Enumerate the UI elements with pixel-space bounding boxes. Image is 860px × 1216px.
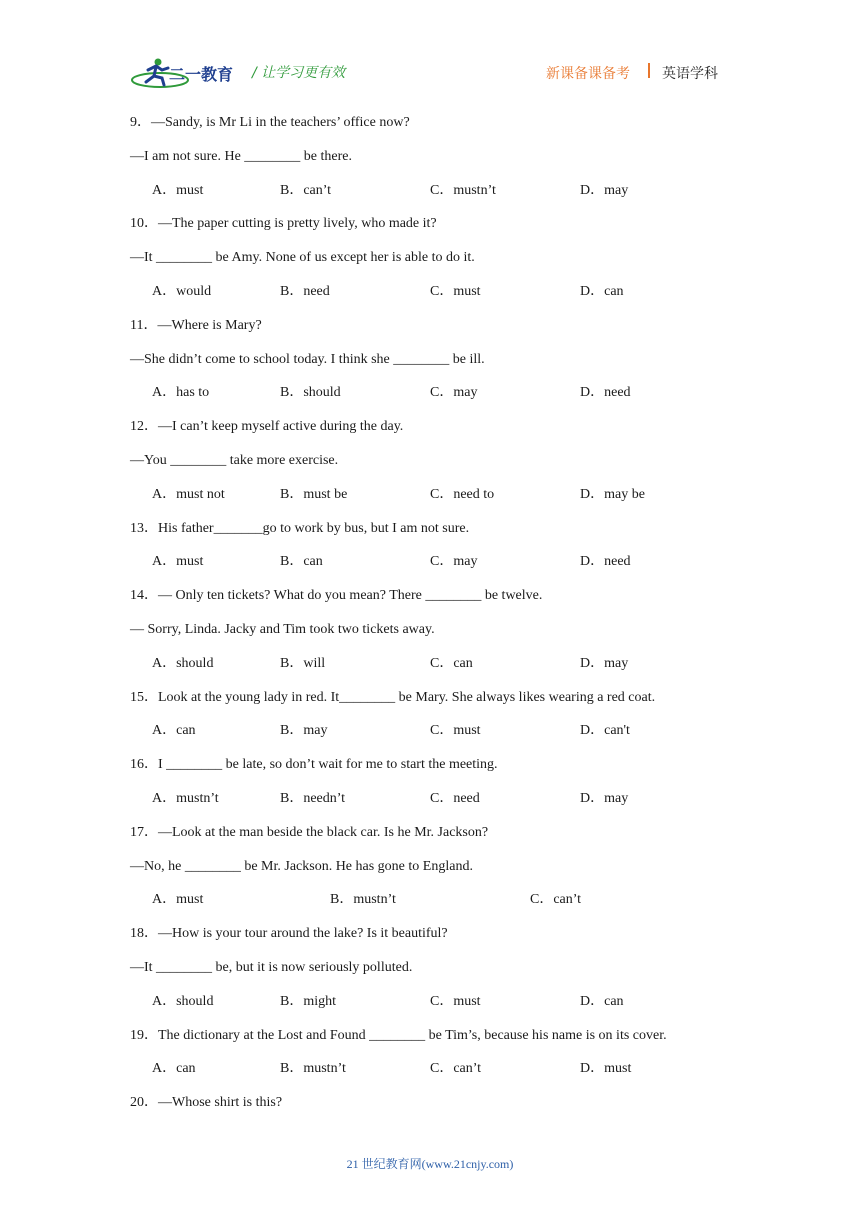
answer-option: C．need to xyxy=(430,487,495,502)
answer-option: C．must xyxy=(430,723,481,738)
question-text: 11．—Where is Mary? xyxy=(130,318,262,333)
answer-option: A．must not xyxy=(152,487,225,502)
answer-option: B．will xyxy=(280,656,326,671)
question-text: 14．— Only ten tickets? What do you mean? There ________ be twelve. xyxy=(130,588,543,603)
answer-option: D．can't xyxy=(580,723,630,738)
question-text: 12．—I can’t keep myself active during the day. xyxy=(130,419,404,434)
question-text: 15．Look at the young lady in red. It________ be Mary. She always likes wearing a red coat. xyxy=(130,690,656,705)
question-dialogue-line: — Sorry, Linda. Jacky and Tim took two tickets away. xyxy=(130,622,435,637)
question-dialogue-line: —She didn’t come to school today. I think she ________ be ill. xyxy=(130,352,485,367)
answer-option: C．mustn’t xyxy=(430,183,496,198)
question-text: 13．His father_______go to work by bus, but I am not sure. xyxy=(130,521,470,536)
answer-option: D．need xyxy=(580,385,631,400)
answer-option: A．must xyxy=(152,183,204,198)
footer-text: 21 世纪教育网(www.21cnjy.com) xyxy=(346,1157,514,1171)
answer-option: B．needn’t xyxy=(280,791,346,806)
answer-option: A．should xyxy=(152,656,214,671)
answer-option: C．need xyxy=(430,791,480,806)
answer-option: A．mustn’t xyxy=(152,791,219,806)
answer-option: A．can xyxy=(152,1061,196,1076)
answer-option: B．need xyxy=(280,284,330,299)
answer-option: B．must be xyxy=(280,487,348,502)
answer-option: C．may xyxy=(430,385,478,400)
answer-option: B．should xyxy=(280,385,341,400)
slogan: / 让学习更有效 xyxy=(252,65,346,81)
question-text: 16．I ________ be late, so don’t wait for me to start the meeting. xyxy=(130,757,498,772)
question-text: 10．—The paper cutting is pretty lively, who made it? xyxy=(130,216,437,231)
answer-option: A．must xyxy=(152,892,204,907)
answer-option: D．may be xyxy=(580,487,645,502)
answer-option: B．mustn’t xyxy=(280,1061,346,1076)
answer-option: C．must xyxy=(430,994,481,1009)
logo-text: 二一教育 xyxy=(169,65,234,84)
header-tag-course: 新课备课备考 xyxy=(546,66,630,82)
answer-option: C．can’t xyxy=(530,892,582,907)
page-header xyxy=(0,0,860,100)
answer-option: B．can xyxy=(280,554,323,569)
answer-option: D．need xyxy=(580,554,631,569)
answer-option: B．might xyxy=(280,994,337,1009)
answer-option: D．can xyxy=(580,994,624,1009)
answer-option: D．may xyxy=(580,791,629,806)
answer-option: D．may xyxy=(580,656,629,671)
question-text: 19．The dictionary at the Lost and Found ________ be Tim’s, because his name is on its cover. xyxy=(130,1028,667,1043)
header-separator xyxy=(648,63,650,78)
answer-option: A．must xyxy=(152,554,204,569)
answer-option: B．can’t xyxy=(280,183,332,198)
answer-option: C．can xyxy=(430,656,473,671)
answer-option: B．mustn’t xyxy=(330,892,396,907)
question-dialogue-line: —No, he ________ be Mr. Jackson. He has gone to England. xyxy=(130,859,473,874)
question-text: 9．—Sandy, is Mr Li in the teachers’ office now? xyxy=(130,115,410,130)
answer-option: D．can xyxy=(580,284,624,299)
answer-option: A．should xyxy=(152,994,214,1009)
answer-option: C．can’t xyxy=(430,1061,482,1076)
answer-option: A．would xyxy=(152,284,212,299)
answer-option: D．must xyxy=(580,1061,632,1076)
question-dialogue-line: —It ________ be Amy. None of us except her is able to do it. xyxy=(130,250,475,265)
answer-option: D．may xyxy=(580,183,629,198)
answer-option: A．can xyxy=(152,723,196,738)
question-dialogue-line: —I am not sure. He ________ be there. xyxy=(130,149,352,164)
answer-option: C．may xyxy=(430,554,478,569)
question-text: 17．—Look at the man beside the black car. Is he Mr. Jackson? xyxy=(130,825,489,840)
question-text: 20．—Whose shirt is this? xyxy=(130,1095,283,1110)
question-text: 18．—How is your tour around the lake? Is it beautiful? xyxy=(130,926,448,941)
answer-option: A．has to xyxy=(152,385,210,400)
question-dialogue-line: —You ________ take more exercise. xyxy=(130,453,339,468)
answer-option: C．must xyxy=(430,284,481,299)
answer-option: B．may xyxy=(280,723,328,738)
header-tag-subject: 英语学科 xyxy=(662,66,718,82)
question-dialogue-line: —It ________ be, but it is now seriously polluted. xyxy=(130,960,413,975)
